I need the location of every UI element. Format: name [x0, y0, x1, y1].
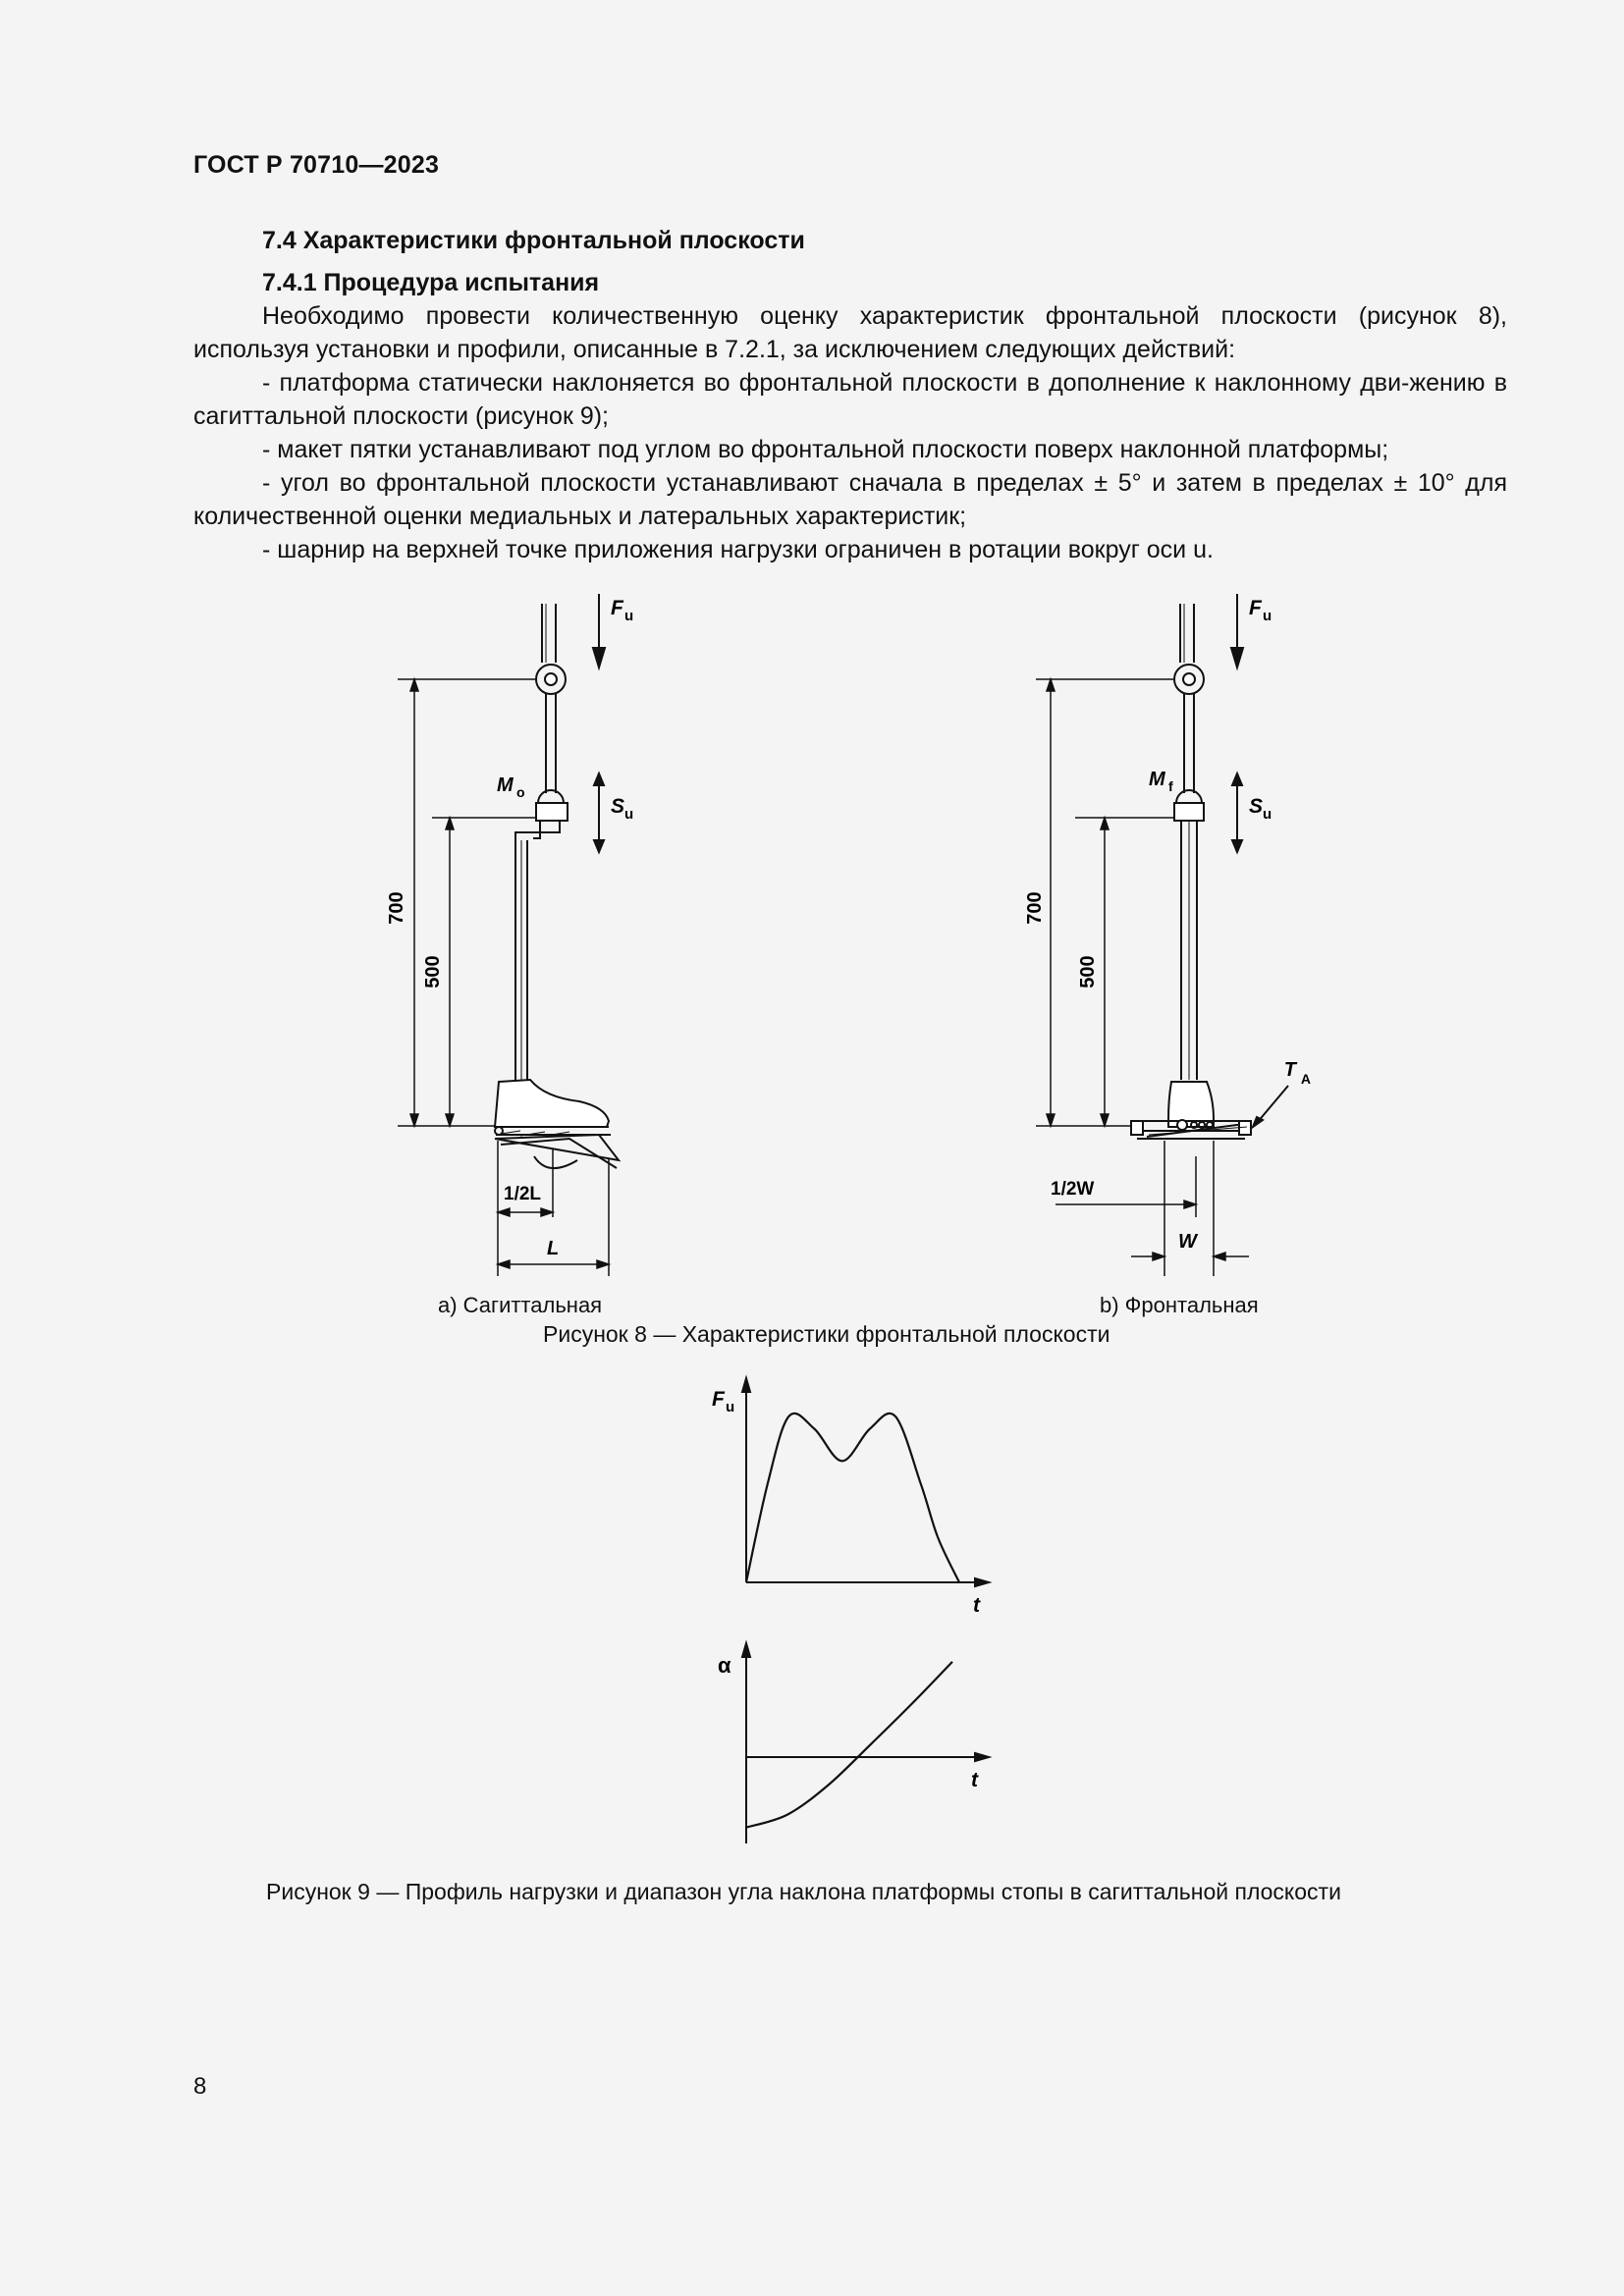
page-number: 8 [193, 2073, 207, 2100]
dimension-700: 700 [1024, 891, 1046, 925]
moment-label: M [497, 774, 514, 796]
list-item: - угол во фронтальной плоскости устанавливают сначала в пределах ± 5° и затем в пределах ± 10° для количественной оценки медиальных и латеральных характеристик; [193, 469, 1507, 530]
figure8-caption-a: a) Сагиттальная [438, 1293, 603, 1317]
dimension-500: 500 [1077, 955, 1099, 988]
x-axis-label: t [973, 1594, 980, 1617]
force-sub: u [624, 608, 634, 624]
y-axis-label: F [712, 1388, 725, 1411]
document-header: ГОСТ Р 70710—2023 [193, 151, 440, 179]
dimension-half-width: 1/2W [1051, 1179, 1095, 1200]
list-item: - шарнир на верхней точке приложения нагрузки ограничен в ротации вокруг оси u. [262, 536, 1214, 563]
figure9-angle-chart [702, 1637, 997, 1853]
dimension-half-length: 1/2L [504, 1184, 542, 1204]
force-label: F [611, 597, 623, 619]
list-item: - макет пятки устанавливают под углом во фронтальной плоскости поверх наклонной платформы; [262, 436, 1389, 463]
force-sub: u [1263, 608, 1272, 624]
figure9-caption: Рисунок 9 — Профиль нагрузки и диапазон угла наклона платформы стопы в сагиттальной плоскости [266, 1879, 1341, 1904]
load-curve [746, 1414, 959, 1582]
dimension-700: 700 [386, 891, 407, 925]
figure9-load-chart [702, 1372, 997, 1628]
figure8-frontal-diagram [1021, 589, 1316, 1286]
displacement-label: S [611, 795, 625, 818]
x-axis-arrow [975, 1578, 989, 1586]
section-subtitle: 7.4.1 Процедура испытания [262, 269, 600, 296]
displacement-sub: u [1263, 806, 1272, 823]
moment-sub: f [1168, 778, 1173, 794]
torque-label: T [1283, 1059, 1296, 1081]
force-label: F [1249, 597, 1262, 619]
displacement-label: S [1249, 795, 1264, 818]
x-axis-arrow [975, 1753, 989, 1761]
list-item: - платформа статически наклоняется во фронтальной плоскости в дополнение к наклонному дви-жению в сагиттальной плоскости (рисунок 9); [193, 369, 1507, 430]
figure8-caption: Рисунок 8 — Характеристики фронтальной плоскости [543, 1321, 1110, 1347]
intro-paragraph: Необходимо провести количественную оценку характеристик фронтальной плоскости (рисунок 8), используя установки и профили, описанные в 7.2.1, за исключением следующих действий: [193, 302, 1507, 363]
y-axis-arrow [742, 1643, 750, 1657]
section-body [193, 224, 1507, 566]
figure8-sagittal-diagram [373, 589, 668, 1286]
displacement-sub: u [624, 806, 634, 823]
dimension-length: L [547, 1238, 560, 1259]
torque-sub: A [1300, 1071, 1311, 1087]
y-axis-arrow [742, 1378, 750, 1392]
moment-sub: o [516, 784, 525, 800]
section-title: 7.4 Характеристики фронтальной плоскости [262, 227, 805, 254]
angle-curve [746, 1662, 952, 1828]
dimension-500: 500 [422, 955, 444, 988]
dimension-width: W [1178, 1231, 1197, 1253]
x-axis-label: t [971, 1769, 978, 1791]
y-axis-sub: u [726, 1399, 735, 1415]
y-axis-label: α [718, 1653, 731, 1678]
moment-label: M [1149, 769, 1165, 790]
figure8-caption-b: b) Фронтальная [1100, 1293, 1259, 1317]
